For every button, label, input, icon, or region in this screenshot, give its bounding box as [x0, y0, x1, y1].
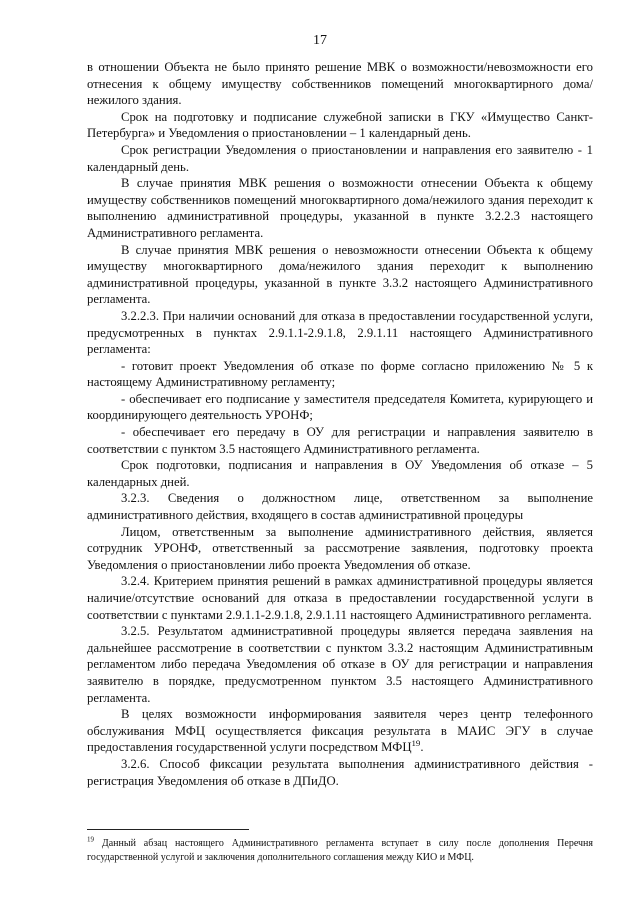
paragraph: 3.2.2.3. При наличии оснований для отказа в предоставлении государственной услуги, предусмотренных в пунктах 2.9.1.1-2.9.1.8, 2.9.1.11 настоящего Административного регламента:: [87, 308, 593, 357]
footnote-number: 19: [87, 835, 94, 844]
paragraph: - обеспечивает его подписание у заместителя председателя Комитета, курирующего и координирующего деятельность УРОНФ;: [87, 391, 593, 423]
paragraph: В случае принятия МВК решения о невозможности отнесении Объекта к общему имуществу многоквартирного дома/нежилого здания переходит к выполнению административной процедуры, указанной в пункте 3.3.2 настоящего Административного регламента.: [87, 242, 593, 307]
paragraph: 3.2.4. Критерием принятия решений в рамках административной процедуры является наличие/отсутствие оснований для отказа в предоставлении государственной услуги в соответствии с пунктами 2.9.1.1-2.9.1.8, 2.9.1.11 настоящего Административного регламента.: [87, 574, 593, 622]
paragraph: в отношении Объекта не было принято решение МВК о возможности/невозможности его отнесения к общему имуществу собственников помещений многоквартирного дома/нежилого здания.: [87, 60, 593, 108]
paragraph: Срок регистрации Уведомления о приостановлении и направления его заявителю - 1 календарный день.: [87, 142, 593, 174]
paragraph-with-footnote: [87, 706, 593, 756]
paragraph: 3.2.5. Результатом административной процедуры является передача заявления на дальнейшее рассмотрение в соответствии с пунктом 3.3.2 настоящим Административным регламентом либо передача Уведомления об отказе в ОУ для регистрации и направления заявителю в порядке, предусмотренном пунктом 3.5 настоящего Административного регламента.: [87, 624, 593, 705]
paragraph: Срок подготовки, подписания и направления в ОУ Уведомления об отказе – 5 календарных дней.: [87, 458, 593, 489]
paragraph: В случае принятия МВК решения о возможности отнесении Объекта к общему имуществу собственников помещений многоквартирного дома/нежилого здания переходит к выполнению административной процедуры, указанной в пункте 3.2.2.3 настоящего Административного регламента.: [87, 176, 593, 240]
paragraph: 3.2.3. Сведения о должностном лице, ответственном за выполнение административного действия, входящего в состав административной процедуры: [87, 491, 593, 523]
body-text: [87, 59, 593, 789]
paragraph: 3.2.6. Способ фиксации результата выполнения административного действия - регистрация Уведомления об отказе в ДПиДО.: [87, 756, 593, 788]
paragraph-text: В целях возможности информирования заявителя через центр телефонного обслуживания МФЦ осуществляется фиксация результата в МАИС ЭГУ в случае предоставления государственной услуги посредством МФЦ: [87, 707, 593, 755]
footnote-text: Данный абзац настоящего Административного регламента вступает в силу после дополнения Перечня государственной услугой и заключения дополнительного соглашения между КИО и МФЦ.: [87, 838, 593, 863]
footnote-reference[interactable]: 19: [411, 738, 421, 749]
footnote: [87, 837, 593, 864]
paragraph: Срок на подготовку и подписание служебной записки в ГКУ «Имущество Санкт-Петербурга» и Уведомления о приостановлении – 1 календарный день.: [87, 109, 593, 141]
paragraph: - обеспечивает его передачу в ОУ для регистрации и направления заявителю в соответствии с пунктом 3.5 настоящего Административного регламента.: [87, 425, 593, 456]
paragraph-tail: .: [420, 740, 424, 755]
footnote-divider: [87, 829, 249, 830]
paragraph: - готовит проект Уведомления об отказе по форме согласно приложению № 5 к настоящему Административному регламенту;: [87, 358, 593, 390]
paragraph: Лицом, ответственным за выполнение административного действия, является сотрудник УРОНФ, ответственный за рассмотрение заявления, подготовку проекта Уведомления о приостановлении либо проекта Уведомления об отказе.: [87, 524, 593, 572]
page-number: 17: [313, 33, 327, 48]
